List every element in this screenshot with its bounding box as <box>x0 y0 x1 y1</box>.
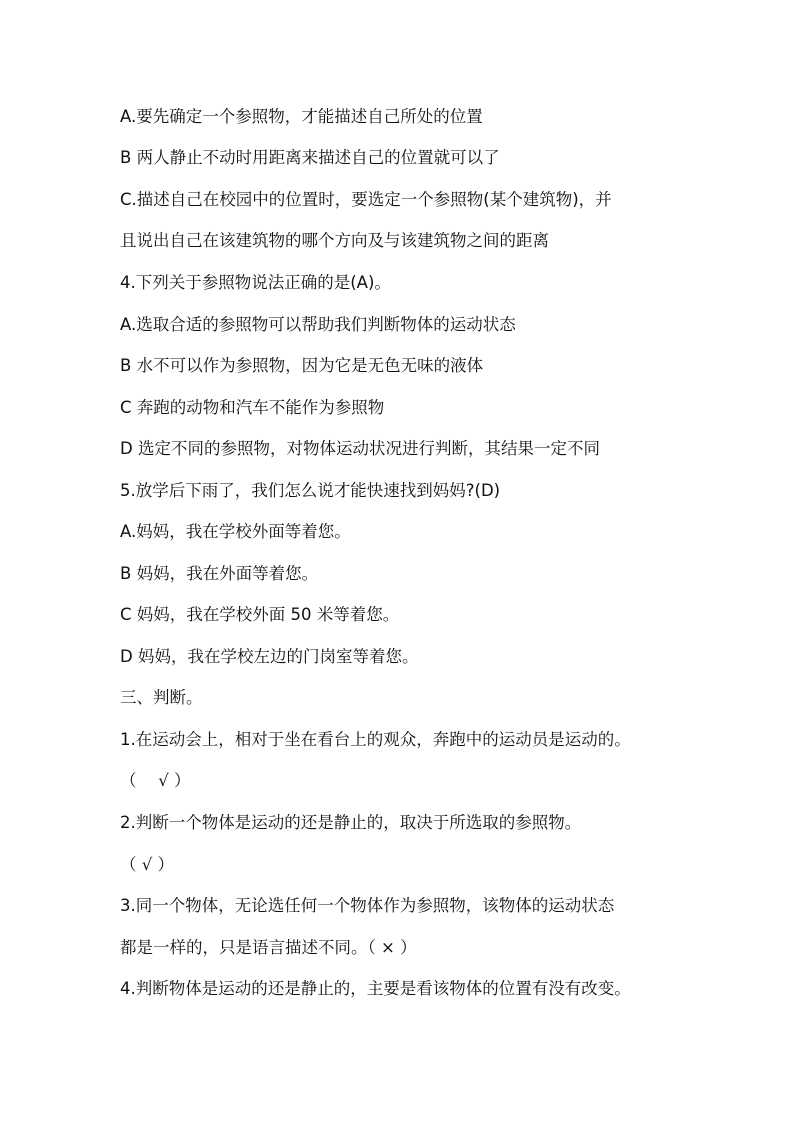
option-line: C 妈妈，我在学校外面 50 米等着您。 <box>120 605 400 624</box>
question-line: 5.放学后下雨了，我们怎么说才能快速找到妈妈?(D) <box>120 481 501 500</box>
option-line: A.要先确定一个参照物，才能描述自己所处的位置 <box>120 107 483 126</box>
option-line: B 水不可以作为参照物，因为它是无色无味的液体 <box>120 356 484 375</box>
option-line: D 妈妈，我在学校左边的门岗室等着您。 <box>120 647 419 666</box>
answer-mark: （ √ ） <box>120 771 191 790</box>
option-line-continued: 且说出自己在该建筑物的哪个方向及与该建筑物之间的距离 <box>120 231 549 250</box>
section-heading: 三、判断。 <box>120 688 203 707</box>
question-line: 4.下列关于参照物说法正确的是(A)。 <box>120 273 391 292</box>
option-line: A.妈妈，我在学校外面等着您。 <box>120 522 351 541</box>
judgment-line: 2.判断一个物体是运动的还是静止的，取决于所选取的参照物。 <box>120 813 582 832</box>
judgment-line-continued: 都是一样的，只是语言描述不同。（ × ） <box>120 938 417 957</box>
option-line: A.选取合适的参照物可以帮助我们判断物体的运动状态 <box>120 315 516 334</box>
option-line: B 妈妈，我在外面等着您。 <box>120 564 319 583</box>
answer-mark: （ √ ） <box>120 855 175 874</box>
option-line: B 两人静止不动时用距离来描述自己的位置就可以了 <box>120 148 500 167</box>
option-line: C.描述自己在校园中的位置时，要选定一个参照物(某个建筑物)，并 <box>120 190 612 209</box>
option-line: D 选定不同的参照物，对物体运动状况进行判断，其结果一定不同 <box>120 439 600 458</box>
judgment-line: 1.在运动会上，相对于坐在看台上的观众，奔跑中的运动员是运动的。 <box>120 730 631 749</box>
option-line: C 奔跑的动物和汽车不能作为参照物 <box>120 398 385 417</box>
judgment-line: 3.同一个物体，无论选任何一个物体作为参照物，该物体的运动状态 <box>120 896 615 915</box>
judgment-line: 4.判断物体是运动的还是静止的，主要是看该物体的位置有没有改变。 <box>120 979 631 998</box>
